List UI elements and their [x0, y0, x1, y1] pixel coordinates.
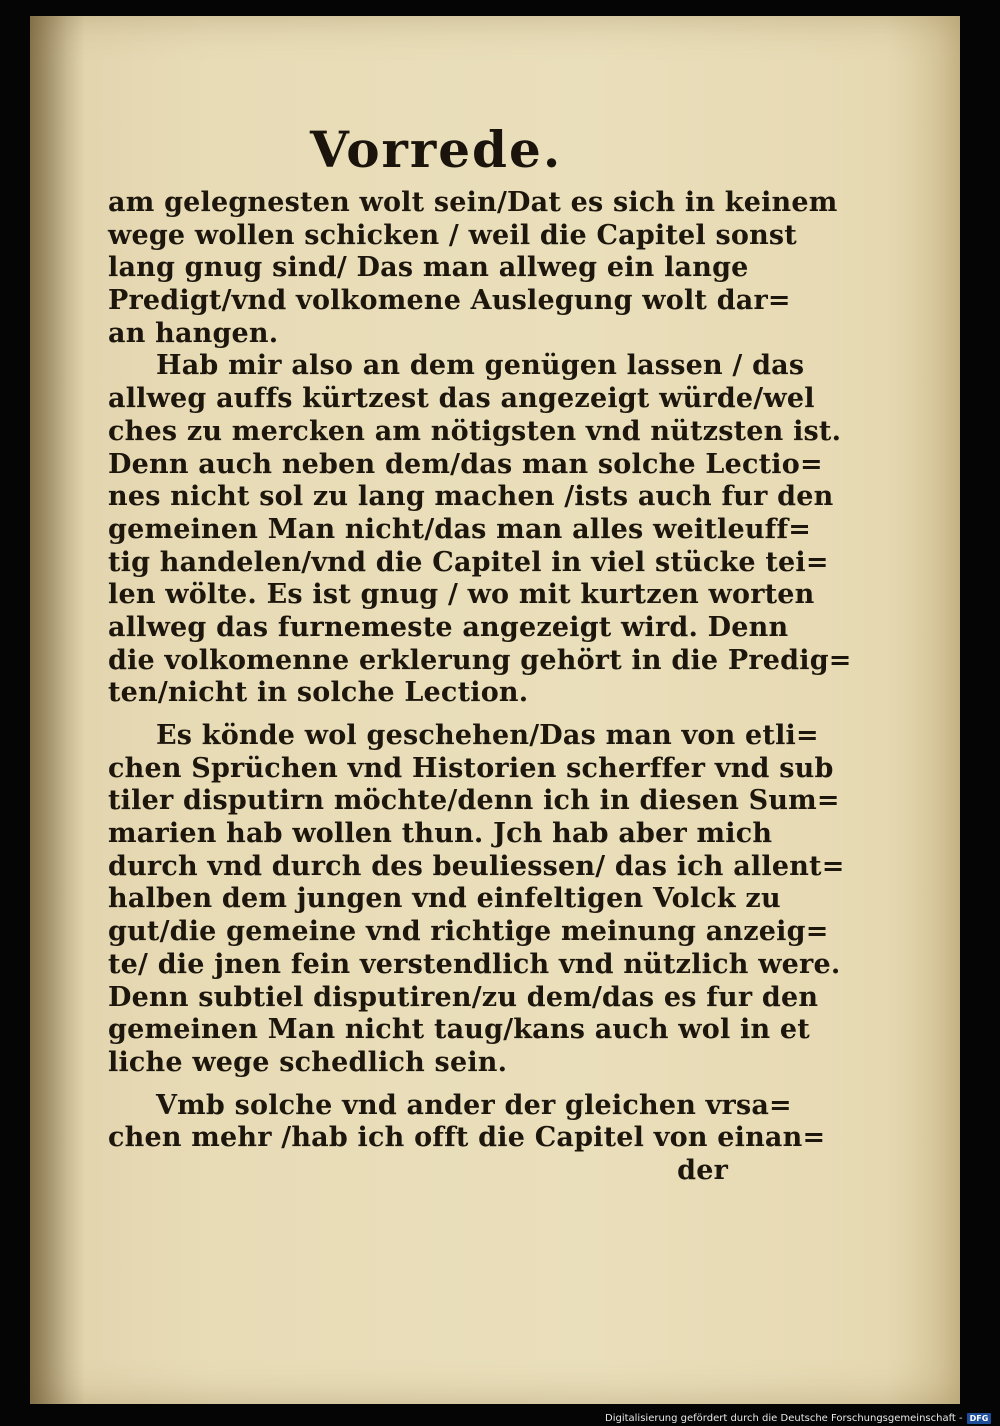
text-line: len wölte. Es ist gnug / wo mit kurtzen worten	[108, 579, 815, 611]
text-line: gemeinen Man nicht taug/kans auch wol in et	[108, 1014, 810, 1046]
text-line: an hangen.	[108, 317, 279, 349]
text-line: wege wollen schicken / weil die Capitel sonst	[108, 219, 797, 251]
text-line: marien hab wollen thun. Jch hab aber mich	[108, 818, 773, 850]
text-line: lang gnug sind/ Das man allweg ein lange	[108, 252, 749, 284]
running-head: Vorrede.	[310, 120, 563, 179]
paragraph-start-line: Hab mir also an dem genügen lassen / das	[156, 350, 805, 382]
catchword: der	[677, 1154, 728, 1186]
paragraph-start-line: Vmb solche vnd ander der gleichen vrsa=	[156, 1089, 792, 1121]
credit-text: Digitalisierung gefördert durch die Deutsche Forschungsgemeinschaft -	[605, 1412, 963, 1424]
text-line: tig handelen/vnd die Capitel in viel stücke tei=	[108, 546, 829, 578]
dfg-logo: DFG	[967, 1413, 992, 1424]
text-line: liche wege schedlich sein.	[108, 1046, 508, 1078]
digitization-credit	[605, 1410, 991, 1426]
text-line: chen Sprüchen vnd Historien scherffer vnd sub	[108, 752, 834, 784]
text-line: durch vnd durch des beuliessen/ das ich allent=	[108, 850, 845, 882]
text-line: te/ die jnen fein verstendlich vnd nützlich were.	[108, 948, 841, 980]
text-line: allweg das furnemeste angezeigt wird. Denn	[108, 611, 789, 643]
paragraph-start-line: Es könde wol geschehen/Das man von etli=	[156, 720, 819, 751]
text-line: Denn auch neben dem/das man solche Lectio=	[108, 448, 823, 480]
text-line: halben dem jungen vnd einfeltigen Volck zu	[108, 883, 781, 915]
text-line: gut/die gemeine vnd richtige meinung anzeig=	[108, 916, 829, 948]
text-line: die volkomenne erklerung gehört in die Predig=	[108, 644, 852, 676]
text-line: ten/nicht in solche Lection.	[108, 677, 529, 709]
text-line: Denn subtiel disputiren/zu dem/das es fur den	[108, 981, 819, 1013]
text-line: Predigt/vnd volkomene Auslegung wolt dar=	[108, 285, 791, 317]
text-line: am gelegnesten wolt sein/Dat es sich in keinem	[108, 187, 838, 218]
text-line: chen mehr /hab ich offt die Capitel von einan=	[108, 1122, 826, 1154]
text-line: nes nicht sol zu lang machen /ists auch fur den	[108, 481, 834, 513]
text-line: allweg auffs kürtzest das angezeigt würde/wel	[108, 383, 815, 415]
body-text	[108, 187, 852, 1188]
text-line: tiler disputirn möchte/denn ich in diesen Sum=	[108, 785, 840, 817]
text-line: ches zu mercken am nötigsten vnd nützsten ist.	[108, 415, 842, 447]
text-line: gemeinen Man nicht/das man alles weitleuff=	[108, 513, 812, 545]
